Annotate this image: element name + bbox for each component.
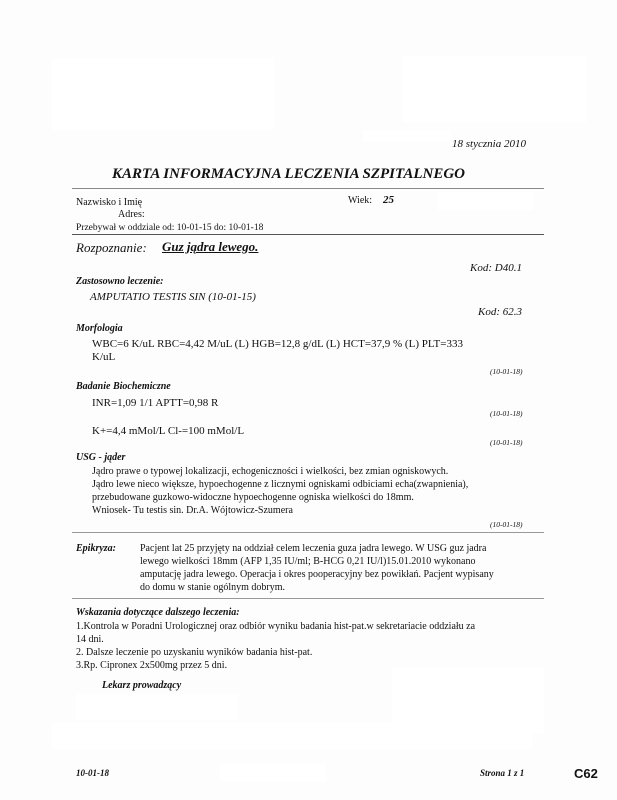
redacted-block [76,694,238,720]
footer-date: 10-01-18 [76,768,109,778]
biochem-date: (10-01-18) [490,409,523,418]
biochem-line: K+=4,4 mMol/L Cl-=100 mMol/L [92,425,245,437]
morphology-line: K/uL [92,351,116,363]
usg-line: przebudowane guzkowo-widoczne hypoechogenne ogniska wielkości do 18mm. [92,492,414,503]
redacted-block [52,722,532,750]
morphology-line: WBC=6 K/uL RBC=4,42 M/uL (L) HGB=12,8 g/dL (L) HCT=37,9 % (L) PLT=333 [92,338,463,350]
page-number: Strona 1 z 1 [480,768,525,778]
biochem-date: (10-01-18) [490,438,523,447]
separator-line [72,532,544,533]
separator-line [72,234,544,235]
recommendation-line: 14 dni. [76,634,104,645]
document-title: KARTA INFORMACYJNA LECZENIA SZPITALNEGO [112,166,466,182]
recommendation-line: 2. Dalsze leczenie po uzyskaniu wyników badania hist-pat. [76,647,313,658]
usg-line: Jądro lewe nieco większe, hypoechogenne z licznymi ogniskami odbiciami echa(zwapnienia), [92,479,469,490]
diagnosis-code: Kod: D40.1 [470,262,522,274]
epicrisis-line: do domu w stanie ogólnym dobrym. [140,582,285,593]
separator-line [72,598,544,599]
redacted-block [363,130,451,142]
redacted-block [437,192,533,210]
diagnosis-value: Guz jądra lewego. [162,239,259,254]
doctor-label: Lekarz prowadzący [102,680,182,691]
redacted-block [52,58,274,130]
corner-mark: C62 [574,766,598,781]
epicrisis-label: Epikryza: [76,543,116,554]
stay-text: Przebywał w oddziale od: 10-01-15 do: 10-01-18 [76,223,264,233]
redacted-block [403,56,587,122]
treatment-code: Kod: 62.3 [478,306,522,318]
epicrisis-line: amputację jadra lewego. Operacja i okres pooperacyjny bez powikłań. Pacjent wypisany [140,569,494,580]
treatment-value: AMPUTATIO TESTIS SIN (10-01-15) [90,291,256,303]
name-label: Nazwisko i Imię [76,197,143,208]
usg-date: (10-01-18) [490,520,523,529]
morphology-date: (10-01-18) [490,367,523,376]
treatment-label: Zastosowno leczenie: [76,276,164,287]
redacted-block [220,764,326,782]
recommendation-line: 1.Kontrola w Poradni Urologicznej oraz odbiór wyniku badania hist-pat.w sekretariacie oddziału za [76,621,476,632]
biochem-label: Badanie Biochemiczne [76,381,171,392]
usg-line: Jądro prawe o typowej lokalizacji, echogeniczności i wielkości, bez zmian ogniskowych. [92,466,449,477]
usg-label: USG - jąder [76,452,126,463]
recommendation-line: 3.Rp. Cipronex 2x500mg przez 5 dni. [76,660,228,671]
separator-line [72,188,544,189]
address-label: Adres: [118,209,145,220]
diagnosis-label: Rozpoznanie: [76,240,147,255]
document-date: 18 stycznia 2010 [452,138,526,150]
age-label: Wiek: [348,195,373,206]
epicrisis-line: lewego wielkości 18mm (AFP 1,35 IU/ml; B-HCG 0,21 IU/l)15.01.2010 wykonano [140,556,476,567]
recommendations-label: Wskazania dotyczące dalszego leczenia: [76,607,240,618]
age-value: 25 [383,194,394,206]
epicrisis-line: Pacjent lat 25 przyjęty na oddział celem leczenia guza jadra lewego. W USG guz jadra [140,543,487,554]
morphology-label: Morfologia [76,323,123,334]
usg-line: Wniosek- Tu testis sin. Dr.A. Wójtowicz-Szumera [92,505,293,516]
biochem-line: INR=1,09 1/1 APTT=0,98 R [92,397,219,409]
